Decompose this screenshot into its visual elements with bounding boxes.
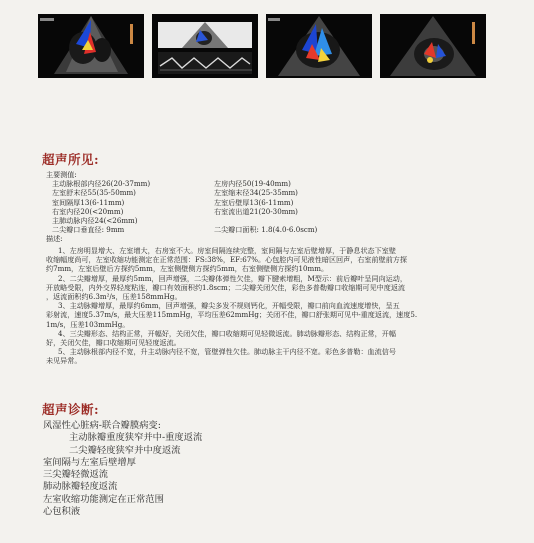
diagnosis-block (43, 420, 202, 518)
ultrasound-image-strip (38, 14, 486, 78)
description-block (46, 246, 512, 366)
diagnosis-heading: 超声诊断: (42, 402, 100, 417)
diagnosis-line: 室间隔与左室后壁增厚 (43, 456, 136, 468)
description-line: 1m/s，压差103mmHg。 (46, 319, 130, 329)
measurement-left: 主肺动脉内径24(<26mm) (52, 215, 138, 225)
measurement-row (52, 198, 492, 207)
description-label: 描述: (46, 234, 63, 243)
ultrasound-image-4 (380, 14, 486, 78)
measurement-left: 右室内径20(<20mm) (52, 206, 124, 216)
ultrasound-image-2 (152, 14, 258, 78)
description-line: 好，关闭欠佳，瓣口收缩期可见轻度返流。 (46, 338, 181, 348)
ultrasound-image-1 (38, 14, 144, 78)
diagnosis-line: 左室收缩功能测定在正常范围 (43, 493, 164, 505)
measurements-block (46, 170, 492, 235)
measurement-left: 室间隔厚13(6-11mm) (52, 197, 125, 207)
description-line: 开放略受限，内外交界轻度粘连，瓣口有效面积约1.8scm；二尖瓣关闭欠佳，彩色多普勒瓣口收缩期可见中度返流 (46, 282, 406, 292)
measurement-row (52, 179, 492, 188)
measurement-row (52, 216, 492, 225)
ultrasound-image-3 (266, 14, 372, 78)
measurement-row (52, 188, 492, 197)
description-line: ，返流面积约6.3m²/s，压差158mmHg。 (46, 292, 182, 302)
measurement-left: 左室舒末径55(35-50mm) (52, 188, 136, 198)
measurement-right: 左房内径50(19-40mm) (214, 179, 291, 189)
description-line: 彩射流，速度5.37m/s，最大压差115mmHg，平均压差62mmHg；关闭不佳，瓣口舒张期可见中-重度返流，速度5. (46, 310, 418, 320)
diagnosis-line: 三尖瓣轻微返流 (43, 469, 109, 481)
description-line: 未见异常。 (46, 356, 82, 366)
measurements-label: 主要测值: (46, 170, 77, 179)
findings-heading: 超声所见: (42, 152, 100, 167)
diagnosis-line: 心包积液 (43, 506, 81, 518)
diagnosis-line: 肺动脉瓣轻度返流 (43, 481, 118, 493)
diagnosis-line: 风湿性心脏病-联合瓣膜病变: (43, 420, 161, 431)
measurement-left: 主动脉根部内径26(20-37mm) (52, 179, 151, 189)
description-line: 1、左房明显增大、左室增大，右房室不大。房室间隔连续完整，室间隔与左室后壁增厚，于静息状态下室壁 (58, 246, 396, 255)
description-line: 4、三尖瓣形态、结构正常，开幅好，关闭欠佳，瓣口收缩期可见轻微返流。肺动脉瓣形态、结构正常，开幅 (58, 328, 396, 338)
description-line: 5、主动脉根部内径不宽，升主动脉内径不宽，管壁弹性欠佳。肺动脉主干内径不宽。彩色多普勒：血流信号 (58, 347, 396, 357)
description-line: 约7mm，左室后壁后方探约5mm，左室侧壁侧方探约5mm，右室侧壁侧方探约10mm。 (46, 264, 329, 274)
measurement-right: 右室流出道21(20-30mm) (214, 206, 298, 216)
description-line: 3、主动脉瓣增厚，最厚约6mm，回声增强，瓣尖多发不规则钙化，开幅受限，瓣口前向血流速度增快，呈五 (58, 301, 400, 311)
measurement-left: 二尖瓣口垂直径: 9mm (52, 225, 125, 235)
description-line: 收缩幅度尚可，左室收缩功能测定在正常范围：FS:38%，EF:67%。心包腔内可见液性暗区回声，右室前壁前方探 (46, 255, 407, 265)
description-line: 2、二尖瓣增厚，最厚约5mm，回声增强，二尖瓣体弹性欠佳，瓣下腱索增粗，M型示：前后瓣叶呈同向运动， (58, 273, 407, 283)
measurement-right: 左室后壁厚13(6-11mm) (214, 197, 294, 207)
measurement-row (52, 225, 492, 234)
diagnosis-line: 二尖瓣轻度狭窄并中度返流 (69, 444, 181, 456)
measurement-right: 左室缩末径34(25-35mm) (214, 188, 298, 198)
measurement-row (52, 207, 492, 216)
measurement-right: 二尖瓣口面积: 1.8(4.0-6.0scm) (214, 225, 318, 235)
diagnosis-line: 主动脉瓣重度狭窄并中-重度返流 (69, 432, 203, 444)
